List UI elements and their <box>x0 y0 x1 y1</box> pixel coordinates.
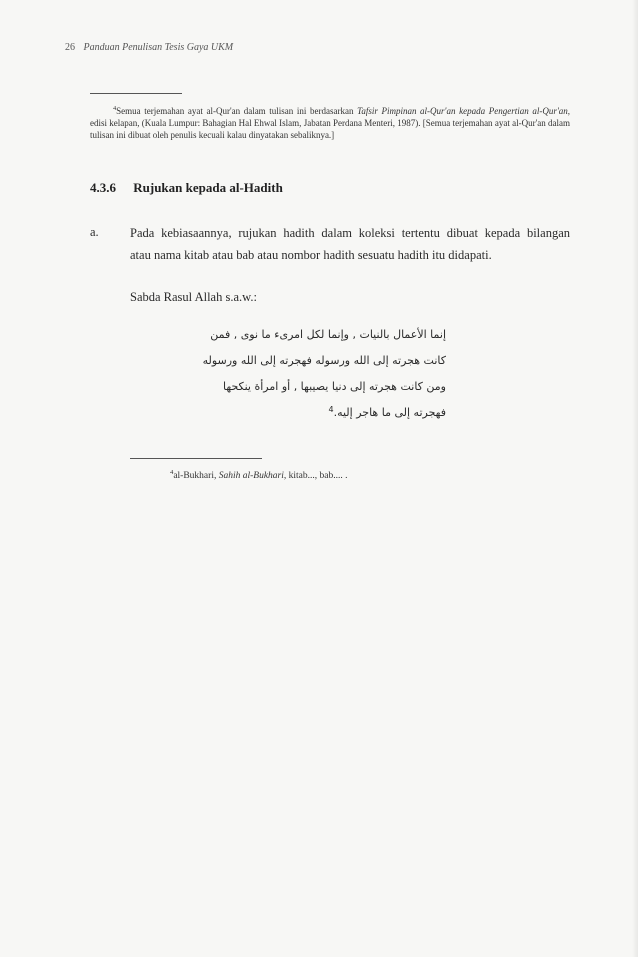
scan-edge-shadow <box>632 0 638 957</box>
arabic-hadith <box>202 322 446 426</box>
item-letter: a. <box>90 225 99 239</box>
footnote-rule-top <box>90 93 182 94</box>
item-paragraph <box>130 222 570 266</box>
footnote-text: Semua terjemahan ayat al-Qur'an dalam tulisan ini berdasarkan <box>116 106 358 116</box>
running-title: Panduan Penulisan Tesis Gaya UKM <box>83 42 234 53</box>
item-line-1: Pada kebiasaannya, rujukan hadith dalam koleksi tertentu dibuat kepada bilangan <box>130 226 570 240</box>
arabic-footnote-marker: 4 <box>328 405 334 414</box>
footnote-rest: , kitab..., bab.... . <box>283 471 348 481</box>
footnote-top-paragraph <box>90 106 570 141</box>
sabda-intro: Sabda Rasul Allah s.a.w.: <box>130 290 257 304</box>
arabic-line: إنما الأعمال بالنيات , وإنما لكل امرىء ما نوى , فمن <box>210 328 446 341</box>
footnote-marker: 4 <box>113 105 117 112</box>
footnote-text-cont: edisi kelapan, (Kuala Lumpur: Bahagian Hal Ehwal Islam, Jabatan Perdana Menteri, 1987). [Semua terjemahan ayat al-Qur'an dalam tulisan ini dibuat oleh penulis kecuali kalau dinyatakan sebaliknya.] <box>90 117 570 140</box>
footnote-book-title: Sahih al-Bukhari <box>218 471 284 481</box>
footnote-rule-bottom <box>130 458 262 459</box>
footnote-top <box>90 106 570 141</box>
arabic-line-last <box>300 400 446 426</box>
item-line-2: atau nama kitab atau bab atau nombor hadith sesuatu hadith itu didapati. <box>130 248 492 262</box>
arabic-line-text: فهجرته إلى ما هاجر إليه. <box>333 406 446 419</box>
footnote-bottom <box>170 471 348 481</box>
running-header <box>65 42 233 53</box>
arabic-line: ومن كانت هجرته إلى دنيا يصيبها , أو امرأة ينكحها <box>223 380 446 393</box>
page-number: 26 <box>65 42 75 53</box>
section-title: Rujukan kepada al-Hadith <box>133 180 283 195</box>
section-number: 4.3.6 <box>90 180 116 195</box>
arabic-line: كانت هجرته إلى الله ورسوله فهجرته إلى الله ورسوله <box>202 354 446 367</box>
section-heading <box>90 180 283 196</box>
footnote-author: al-Bukhari, <box>173 471 219 481</box>
footnote-marker: 4 <box>170 469 174 476</box>
footnote-book-title: Tafsir Pimpinan al-Qur'an kepada Pengertian al-Qur'an, <box>357 106 570 116</box>
